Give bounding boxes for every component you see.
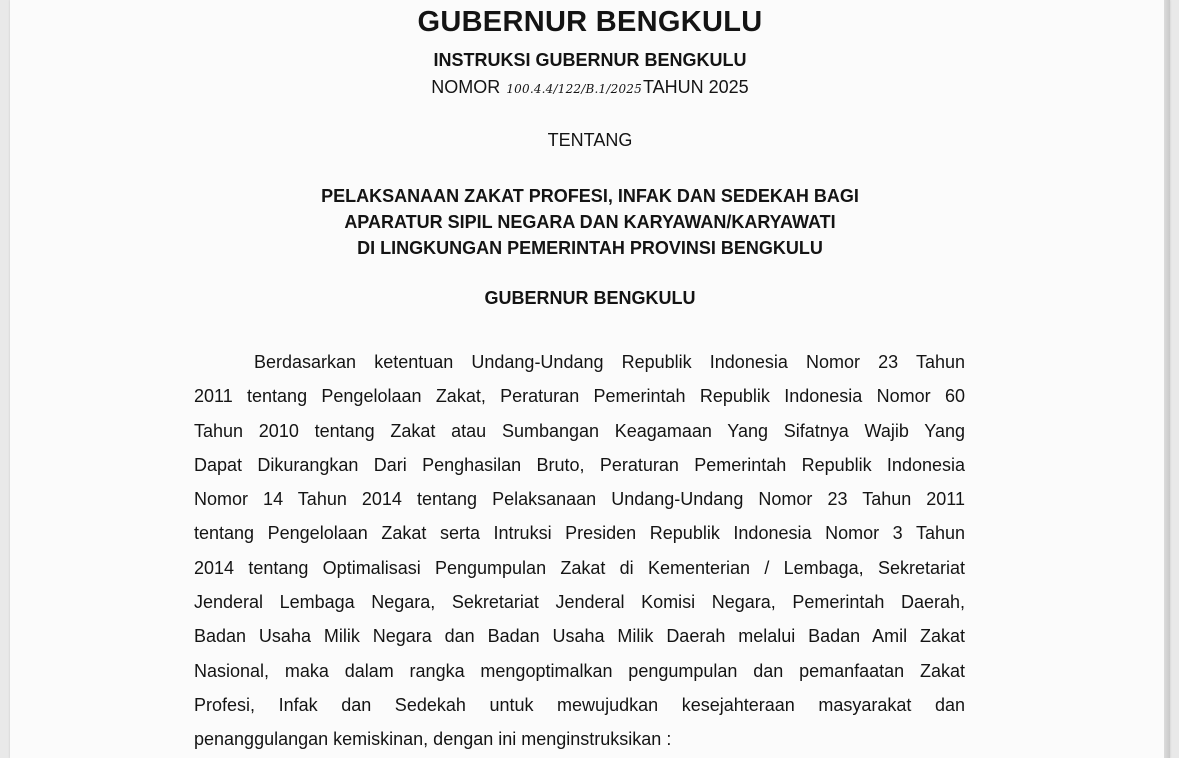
page-edge-shadow [1164,0,1170,758]
body-line: Jenderal Lembaga Negara, Sekretariat Jenderal Komisi Negara, Pemerintah Daerah, [194,592,965,613]
document-number-year: TAHUN 2025 [642,77,749,97]
body-line: Nomor 14 Tahun 2014 tentang Pelaksanaan Undang-Undang Nomor 23 Tahun 2011 [194,489,965,510]
document-title: GUBERNUR BENGKULU [417,6,763,38]
body-line: Berdasarkan ketentuan Undang-Undang Republik Indonesia Nomor 23 Tahun [254,352,965,372]
subject-line: DI LINGKUNGAN PEMERINTAH PROVINSI BENGKULU [357,238,823,258]
body-line: 2011 tentang Pengelolaan Zakat, Peraturan Pemerintah Republik Indonesia Nomor 60 [194,386,965,407]
body-line: penanggulangan kemiskinan, dengan ini menginstruksikan : [194,729,672,750]
body-line: tentang Pengelolaan Zakat serta Intruksi Presiden Republik Indonesia Nomor 3 Tahun [194,523,965,544]
subject-line: PELAKSANAAN ZAKAT PROFESI, INFAK DAN SEDEKAH BAGI [321,186,859,206]
body-paragraph [194,345,965,757]
body-line: Dapat Dikurangkan Dari Penghasilan Bruto, Peraturan Pemerintah Republik Indonesia [194,454,965,475]
document-number-handwritten: 100.4.4/122/B.1/2025 [506,82,642,96]
document-page [10,0,1170,758]
document-subtitle: INSTRUKSI GUBERNUR BENGKULU [433,50,747,70]
body-line: Badan Usaha Milik Negara dan Badan Usaha Milik Daerah melalui Badan Amil Zakat [194,626,965,647]
document-number-prefix: NOMOR [431,77,501,97]
body-line: Tahun 2010 tentang Zakat atau Sumbangan Keagamaan Yang Sifatnya Wajib Yang [194,420,965,441]
subject-line: APARATUR SIPIL NEGARA DAN KARYAWAN/KARYAWATI [344,212,836,232]
body-line: 2014 tentang Optimalisasi Pengumpulan Zakat di Kementerian / Lembaga, Sekretariat [194,557,965,578]
body-line: Profesi, Infak dan Sedekah untuk mewujudkan kesejahteraan masyarakat dan [194,694,965,715]
body-line: Nasional, maka dalam rangka mengoptimalkan pengumpulan dan pemanfaatan Zakat [194,660,965,681]
subject-heading [10,183,1170,261]
tentang-heading: TENTANG [547,130,633,150]
document-number [10,77,1170,98]
issuer-heading: GUBERNUR BENGKULU [484,288,696,308]
